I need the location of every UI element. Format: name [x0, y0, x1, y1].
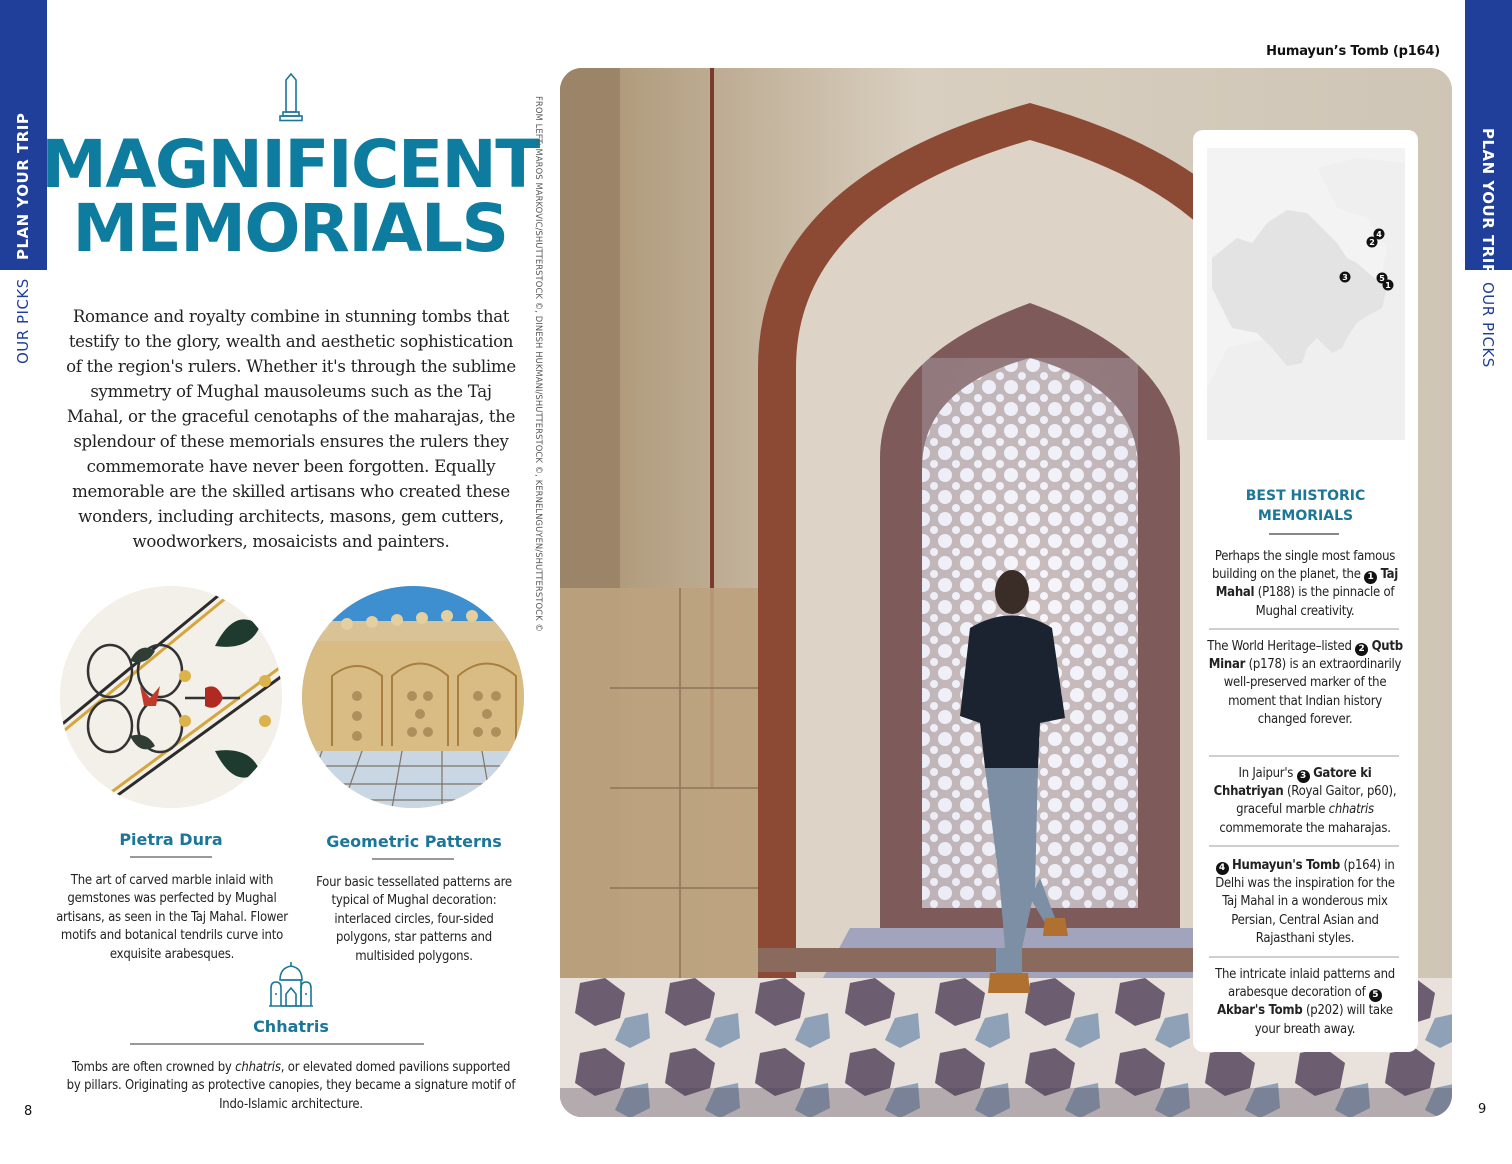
section-label-left: PLAN YOUR TRIP: [14, 112, 32, 260]
feature-rule: [130, 856, 212, 858]
map-marker-label: 4: [1376, 230, 1382, 239]
panel-title-line2: MEMORIALS: [1257, 508, 1354, 524]
intro-paragraph: Romance and royalty combine in stunning tombs that testify to the glory, wealth and aesthetic sophistication of the region's rulers. Whether it's through the sublime symmetry of Mughal mausoleums such as the Taj Mahal, or the graceful cenotaphs of the maharajas, the splendour of these memorials ensures the rulers they commemorate have never been forgotten. Equally memorable are the skilled artisans who created these wonders, including architects, masons, gem cutters, woodworkers, mosaicists and painters.: [66, 307, 516, 551]
map-marker-label: 2: [1369, 238, 1375, 247]
map-marker-label: 3: [1342, 273, 1348, 282]
memorial-name: Gatore ki Chhatriyan: [1213, 766, 1372, 800]
memorial-entry: Perhaps the single most famous building on the planet, the 1 Taj Mahal (P188) is the pinnacle of Mughal creativity.: [1211, 549, 1399, 619]
feature-text-chhatris: Tombs are often crowned by chhatris, or elevated domed pavilions supported by pillars. Originating as protective canopies, they became a signature motif of Indo-Islamic architecture.: [66, 1060, 516, 1112]
number-badge: 5: [1369, 989, 1382, 1002]
memorial-entry: The World Heritage–listed 2 Qutb Minar (p178) is an extraordinarily well-preserved marker of the moment that Indian history changed forever.: [1207, 639, 1403, 727]
number-badge: 2: [1355, 643, 1368, 656]
entry-divider: [1209, 956, 1399, 958]
memorial-entry: The intricate inlaid patterns and arabesque decoration of 5 Akbar's Tomb (p202) will take your breath away.: [1215, 967, 1395, 1037]
memorial-name: Humayun's Tomb: [1231, 858, 1341, 873]
memorial-entry: In Jaipur's 3 Gatore ki Chhatriyan (Royal Gaitor, p60), graceful marble chhatris commemorate the maharajas.: [1213, 766, 1397, 836]
memorial-name: Taj Mahal: [1215, 567, 1399, 601]
entry-divider: [1209, 845, 1399, 847]
page-title-line2: MEMORIALS: [72, 190, 508, 267]
subsection-label-right: OUR PICKS: [1479, 282, 1497, 368]
map-marker-label: 1: [1385, 281, 1391, 290]
chhatri-icon: [266, 960, 316, 1008]
entry-divider: [1209, 755, 1399, 757]
feature-rule: [130, 1043, 424, 1045]
section-label-right: PLAN YOUR TRIP: [1479, 128, 1497, 276]
page-number-right: 9: [1478, 1102, 1487, 1117]
panel-title-line1: BEST HISTORIC: [1245, 488, 1366, 504]
number-badge: 4: [1216, 862, 1229, 875]
feature-text-geometric-patterns: Four basic tessellated patterns are typical of Mughal decoration: interlaced circles, four-sided polygons, star patterns and multisided polygons.: [316, 875, 512, 964]
feature-text-pietra-dura: The art of carved marble inlaid with gemstones was perfected by Mughal artisans, as seen in the Taj Mahal. Flower motifs and botanical tendrils curve into exquisite arabesques.: [56, 873, 288, 962]
memorial-name: Qutb Minar: [1208, 639, 1403, 673]
memorial-name: Akbar's Tomb: [1217, 1003, 1303, 1019]
number-badge: 1: [1364, 571, 1377, 584]
page-title-line1: MAGNIFICENT: [41, 126, 539, 203]
best-memorials-panel: [1193, 130, 1418, 1052]
region-map: [1207, 148, 1405, 440]
map-marker-label: 5: [1379, 274, 1385, 283]
number-badge: 3: [1297, 770, 1310, 783]
feature-title-chhatris: Chhatris: [253, 1017, 329, 1036]
feature-title-pietra-dura: Pietra Dura: [119, 830, 223, 849]
entry-divider: [1209, 628, 1399, 630]
memorial-entry: 4 Humayun's Tomb (p164) in Delhi was the inspiration for the Taj Mahal in a wonderous mix Persian, Central Asian and Rajasthani styles.: [1215, 858, 1395, 946]
page-title: [40, 126, 540, 267]
geometric-patterns-photo: [302, 586, 524, 808]
photo-credit: FROM LEFT: MAROS MARKOVIC/SHUTTERSTOCK ©, DINESH HUKMANI/SHUTTERSTOCK ©, KERNELNGUYEN/SHUTTERSTOCK ©: [534, 96, 544, 632]
panel-title: [1193, 486, 1418, 526]
feature-title-geometric-patterns: Geometric Patterns: [326, 832, 502, 851]
pietra-dura-photo: [60, 586, 282, 808]
photo-caption: Humayun’s Tomb (p164): [1266, 44, 1440, 59]
panel-title-rule: [1269, 533, 1339, 535]
page-number-left: 8: [24, 1104, 33, 1119]
feature-rule: [372, 858, 454, 860]
obelisk-icon: [276, 72, 306, 124]
subsection-label-left: OUR PICKS: [14, 278, 32, 364]
